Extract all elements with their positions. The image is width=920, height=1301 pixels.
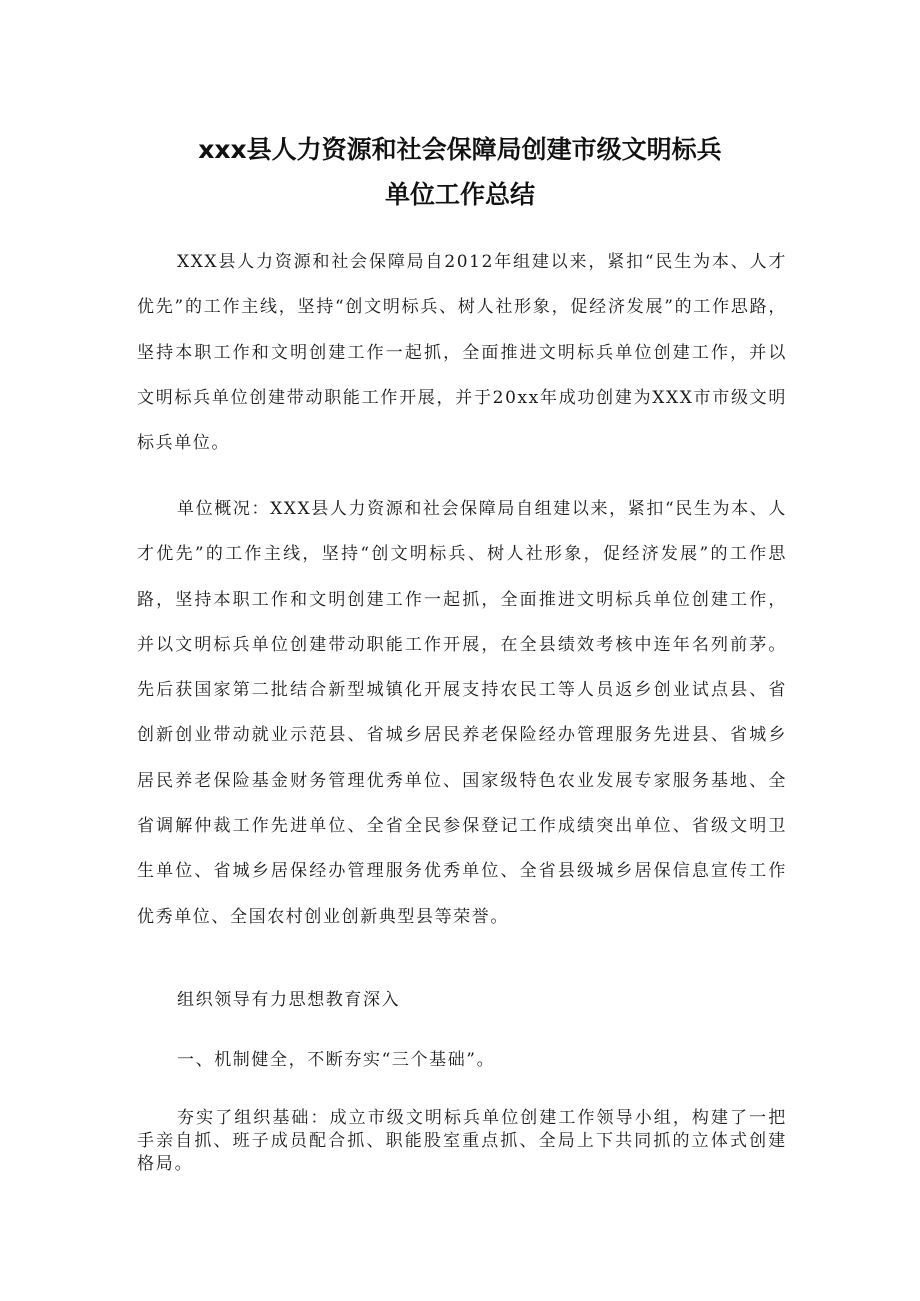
document-title-line-2: 单位工作总结 (384, 180, 535, 209)
overview-paragraph: 单位概况：XXX县人力资源和社会保障局自组建以来，紧扣“民生为本、人才优先”的工作主线，坚持“创文明标兵、树人社形象，促经济发展”的工作思路，坚持本职工作和文明创建工作一起抓，全面推进文明标兵单位创建工作，并以文明标兵单位创建带动职能工作开展，在全县绩效考核中连年名列前茅。先后获国家第二批结合新型城镇化开展支持农民工等人员返乡创业试点县、省创新创业带动就业示范县、省城乡居民养老保险经办管理服务先进县、省城乡居民养老保险基金财务管理优秀单位、国家级特色农业发展专家服务基地、全省调解仲裁工作先进单位、全省全民参保登记工作成绩突出单位、省级文明卫生单位、省城乡居保经办管理服务优秀单位、全省县级城乡居保信息宣传工作优秀单位、全国农村创业创新典型县等荣誉。 (137, 499, 787, 927)
intro-paragraph: XXX县人力资源和社会保障局自2012年组建以来，紧扣“民生为本、人才优先”的工作主线，坚持“创文明标兵、树人社形象，促经济发展”的工作思路，坚持本职工作和文明创建工作一起抓，全面推进文明标兵单位创建工作，并以文明标兵单位创建带动职能工作开展，并于20xx年成功创建为XXX市市级文明标兵单位。 (137, 252, 788, 454)
organization-paragraph: 夯实了组织基础：成立市级文明标兵单位创建工作领导小组，构建了一把手亲自抓、班子成员配合抓、职能股室重点抓、全局上下共同抓的立体式创建格局。 (137, 1108, 787, 1174)
document-title-line-1: xxx县人力资源和社会保障局创建市级文明标兵 (198, 135, 722, 164)
section-heading: 组织领导有力思想教育深入 (177, 990, 401, 1010)
subsection-heading: 一、机制健全，不断夯实“三个基础”。 (177, 1050, 496, 1070)
